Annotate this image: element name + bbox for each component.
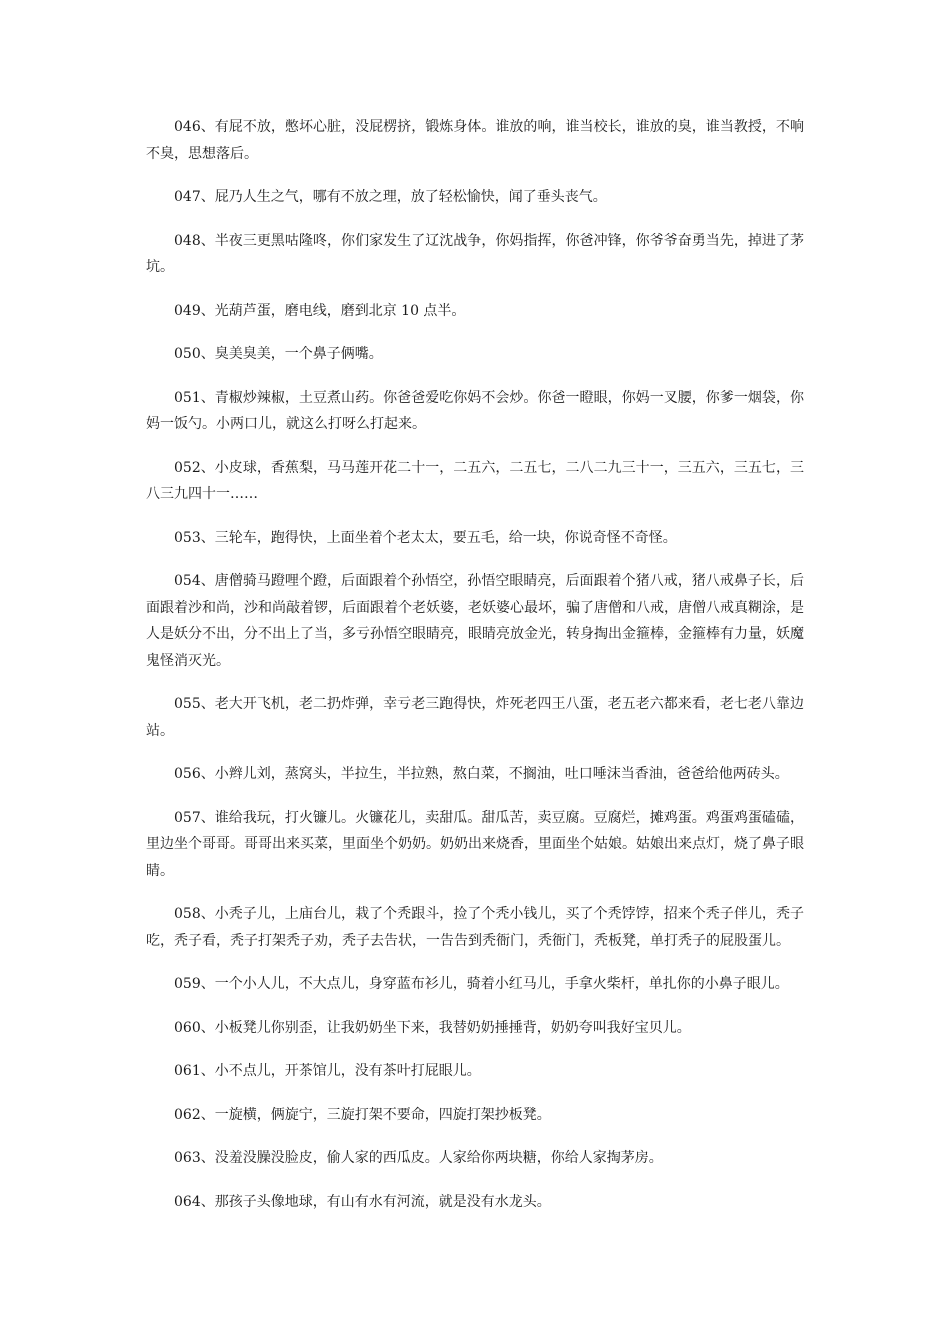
paragraph-061: 061、小不点儿，开茶馆儿，没有茶叶打屁眼儿。: [174, 1063, 481, 1079]
paragraph-051: 051、青椒炒辣椒，土豆煮山药。你爸爸爱吃你妈不会炒。你爸一瞪眼，你妈一叉腰，你爹一烟袋，你妈一饭勺。小两口儿，就这么打呀么打起来。: [146, 389, 804, 432]
paragraph-053: 053、三轮车，跑得快，上面坐着个老太太，要五毛，给一块，你说奇怪不奇怪。: [174, 529, 677, 546]
paragraph-064: 064、那孩子头像地球，有山有水有河流，就是没有水龙头。: [174, 1193, 551, 1210]
paragraph-046: 046、有屁不放，憋坏心脏，没屁楞挤，锻炼身体。谁放的响，谁当校长，谁放的臭，谁当教授，不响不臭，思想落后。: [146, 119, 804, 162]
paragraph-062: 062、一旋横，俩旋宁，三旋打架不要命，四旋打架抄板凳。: [174, 1106, 551, 1123]
paragraph-055: 055、老大开飞机，老二扔炸弹，幸亏老三跑得快，炸死老四王八蛋，老五老六都来看，老七老八靠边站。: [146, 696, 804, 739]
paragraph-063: 063、没羞没臊没脸皮，偷人家的西瓜皮。人家给你两块糖，你给人家掏茅房。: [174, 1150, 663, 1166]
paragraph-054: 054、唐僧骑马蹬哩个蹬，后面跟着个孙悟空，孙悟空眼睛亮，后面跟着个猪八戒，猪八戒鼻子长，后面跟着沙和尚，沙和尚敲着锣，后面跟着个老妖婆，老妖婆心最坏，骗了唐僧和八戒，唐僧八戒真糊涂，是人是妖分不出，分不出上了当，多亏孙悟空眼睛亮，眼睛亮放金光，转身掏出金箍棒，金箍棒有力量，妖魔鬼怪消灭光。: [146, 573, 804, 669]
paragraph-060: 060、小板凳儿你别歪，让我奶奶坐下来，我替奶奶捶捶背，奶奶夸叫我好宝贝儿。: [174, 1019, 691, 1036]
paragraph-056: 056、小辫儿刘，蒸窝头，半拉生，半拉熟，熬白菜，不搁油，吐口唾沫当香油，爸爸给他两砖头。: [174, 766, 789, 782]
document-page: [146, 114, 804, 1232]
paragraph-048: 048、半夜三更黑咕隆咚，你们家发生了辽沈战争，你妈指挥，你爸冲锋，你爷爷奋勇当先，掉进了茅坑。: [146, 232, 804, 275]
paragraph-059: 059、一个小人儿，不大点儿，身穿蓝布衫儿，骑着小红马儿，手拿火柴杆，单扎你的小鼻子眼儿。: [174, 976, 789, 992]
paragraph-050: 050、臭美臭美，一个鼻子俩嘴。: [174, 346, 383, 362]
paragraph-047: 047、屁乃人生之气，哪有不放之理，放了轻松愉快，闻了垂头丧气。: [174, 189, 607, 205]
paragraph-058: 058、小秃子儿，上庙台儿，栽了个秃跟斗，捡了个秃小钱儿，买了个秃饽饽，招来个秃子伴儿，秃子吃，秃子看，秃子打架秃子劝，秃子去告状，一告告到秃衙门，秃衙门，秃板凳，单打秃子的屁股蛋儿。: [146, 906, 804, 949]
paragraph-049: 049、光葫芦蛋，磨电线，磨到北京 10 点半。: [174, 302, 466, 319]
paragraph-052: 052、小皮球，香蕉梨，马马莲开花二十一，二五六，二五七，二八二九三十一，三五六，三五七，三八三九四十一……: [146, 459, 804, 502]
paragraph-057: 057、谁给我玩，打火镰儿。火镰花儿，卖甜瓜。甜瓜苦，卖豆腐。豆腐烂，摊鸡蛋。鸡蛋鸡蛋磕磕，里边坐个哥哥。哥哥出来买菜，里面坐个奶奶。奶奶出来烧香，里面坐个姑娘。姑娘出来点灯，烧了鼻子眼睛。: [146, 809, 804, 879]
